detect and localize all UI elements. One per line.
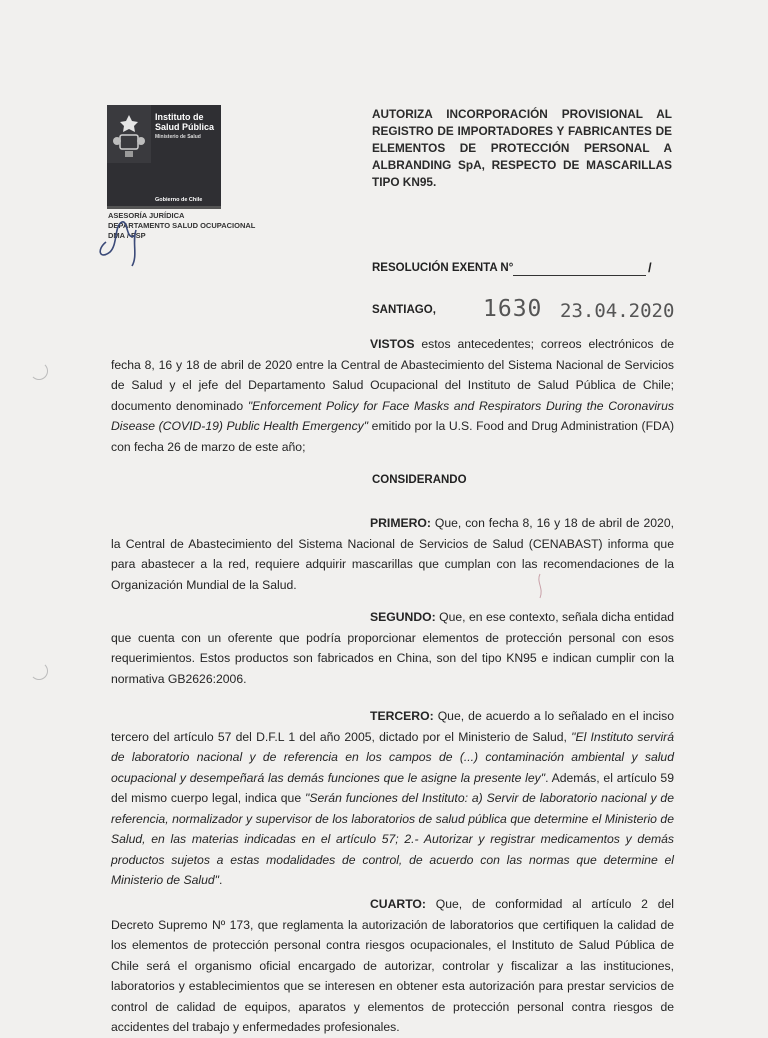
stamped-date: 23.04.2020	[560, 300, 675, 322]
institute-name-line1: Instituto de	[155, 112, 204, 122]
vistos-paragraph: VISTOS estos antecedentes; correos electrónicos de fecha 8, 16 y 18 de abril de 2020 entre la Central de Abastecimiento del Sistema Nacional de Servicios de Salud y el jefe del Departamento Salud Ocupacional del Instituto de Salud Pública de Chile; documento denominado "Enforcement Policy for Face Masks and Respirators During the Coronavirus Disease (COVID-19) Public Health Emergency" emitido por la U.S. Food and Drug Administration (FDA) con fecha 26 de marzo de este año;	[111, 337, 675, 454]
considerando-heading: CONSIDERANDO	[372, 474, 467, 486]
tercero-label: TERCERO:	[370, 709, 434, 723]
resolution-number-line	[513, 275, 646, 276]
segundo-paragraph: SEGUNDO: Que, en ese contexto, señala dicha entidad que cuenta con un oferente que podría proporcionar elementos de protección personal con esos requerimientos. Estos productos son fabricados en China, son del tipo KN95 e indican cumplir con la normativa GB2626:2006.	[111, 610, 674, 686]
cuarto-label: CUARTO:	[370, 897, 426, 911]
resolution-title: AUTORIZA INCORPORACIÓN PROVISIONAL AL REGISTRO DE IMPORTADORES Y FABRICANTES DE ELEMENTOS DE PROTECCIÓN PERSONAL A ALBRANDING SpA, RESPECTO DE MASCARILLAS TIPO KN95.	[372, 107, 672, 189]
document-name: "Enforcement Policy for Face Masks and Respirators During the Coronavirus Disease (COVID-19) Public Health Emergency"	[111, 398, 674, 433]
government-label: Gobierno de Chile	[155, 197, 203, 203]
institute-name-line2: Salud Pública	[155, 122, 215, 132]
resolution-slash: /	[648, 260, 652, 275]
punch-hole-mark	[30, 362, 48, 380]
resolution-label: RESOLUCIÓN EXENTA N°	[372, 262, 514, 274]
place-label: SANTIAGO,	[372, 304, 436, 316]
punch-hole-mark	[30, 662, 48, 680]
handwritten-initials-icon	[92, 212, 152, 268]
tercero-paragraph: TERCERO: Que, de acuerdo a lo señalado en el inciso tercero del artículo 57 del D.F.L 1 del año 2005, dictado por el Ministerio de Salud, "El Instituto servirá de laboratorio nacional y de referencia en los campos de (...) contaminación ambiental y salud ocupacional y desempeñará las demás funciones que le asigne la presente ley". Además, el artículo 59 del mismo cuerpo legal, indica que "Serán funciones del Instituto: a) Servir de laboratorio nacional y de referencia, normalizador y supervisor de los laboratorios de salud pública que determine el Ministerio de Salud, en las materias indicadas en el artículo 57; 2.- Autorizar y registrar medicamentos y demás productos sujetos a estas modalidades de control, de acuerdo con las normas que determine el Ministerio de Salud".	[111, 709, 675, 887]
department-line1: ASESORÍA JURÍDICA	[108, 211, 185, 220]
primero-label: PRIMERO:	[370, 516, 431, 530]
vistos-label: VISTOS	[370, 337, 415, 351]
department-line2: DEPARTAMENTO SALUD OCUPACIONAL	[108, 221, 256, 230]
cuarto-paragraph: CUARTO: Que, de conformidad al artículo 2 del Decreto Supremo Nº 173, que reglamenta la autorización de laboratorios que certifiquen la calidad de los elementos de protección personal contra riesgos ocupacionales, el Instituto de Salud Pública de Chile será el organismo oficial encargado de autorizar, controlar y fiscalizar a las instituciones, laboratorios y establecimientos que se interesen en obtener esta autorización para prestar servicios de control de calidad de equipos, aparatos y elementos de protección personal contra riesgos de accidentes del trabajo y enfermedades profesionales.	[111, 897, 674, 1034]
chile-coat-of-arms-icon	[107, 105, 151, 163]
stamped-resolution-number: 1630	[483, 296, 543, 322]
ministry-name: Ministerio de Salud	[155, 134, 201, 140]
institute-logo	[107, 105, 221, 209]
primero-paragraph: PRIMERO: Que, con fecha 8, 16 y 18 de abril de 2020, la Central de Abastecimiento del Sistema Nacional de Servicios de Salud (CENABAST) informa que para abastecer a la red, requiere adquirir mascarillas que cumplan con las recomendaciones de la Organización Mundial de la Salud.	[111, 516, 674, 592]
stray-pen-mark	[534, 572, 546, 600]
segundo-label: SEGUNDO:	[370, 610, 436, 624]
logo-stripe	[107, 206, 221, 209]
department-line3: DMA / FSP	[108, 231, 146, 240]
